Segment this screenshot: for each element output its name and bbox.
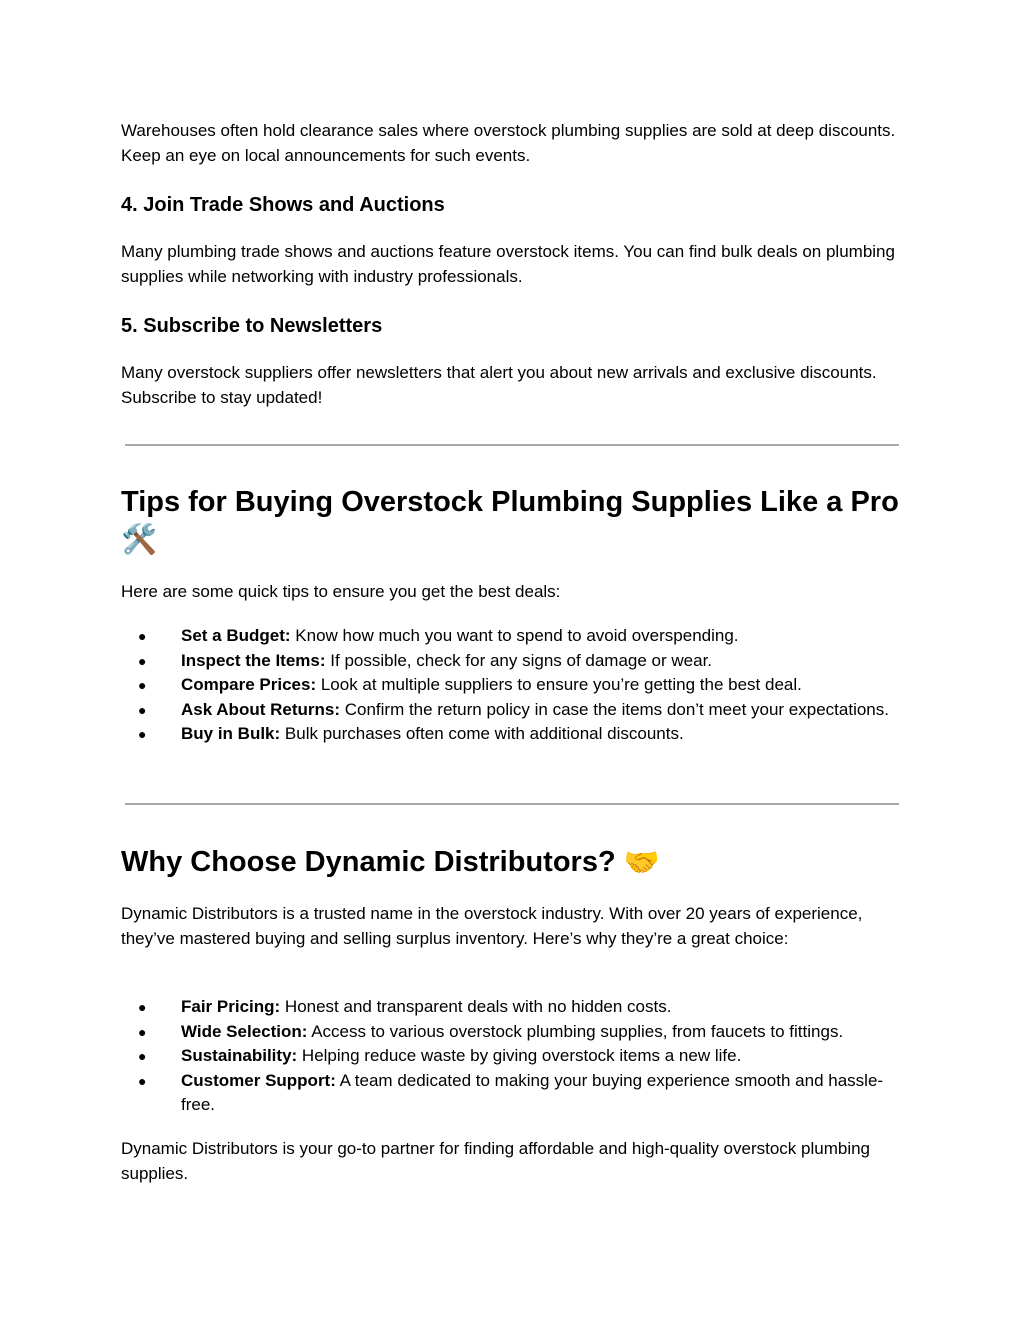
list-item — [121, 1069, 901, 1118]
list-item-text: Access to various overstock plumbing supplies, from faucets to fittings. — [307, 1021, 844, 1041]
list-item-label: Set a Budget: — [181, 626, 291, 645]
tools-icon: 🛠️ — [121, 524, 158, 556]
divider-1 — [125, 444, 899, 446]
list-item-text: Honest and transparent deals with no hidden costs. — [280, 997, 672, 1016]
why-list — [121, 995, 901, 1118]
bullet-icon: ● — [138, 1048, 147, 1064]
why-heading — [121, 845, 901, 880]
tips-list — [121, 624, 901, 747]
divider-2 — [125, 803, 899, 805]
list-item-label: Buy in Bulk: — [181, 724, 281, 743]
list-item-label: Inspect the Items: — [181, 650, 326, 670]
bullet-icon: ● — [138, 652, 147, 669]
section-4-paragraph: Many plumbing trade shows and auctions feature overstock items. You can find bulk deals on plumbing supplies while networking with industry professionals. — [121, 242, 895, 286]
why-intro: Dynamic Distributors is a trusted name in the overstock industry. With over 20 years of experience, they’ve mastered buying and selling surplus inventory. Here’s why they’re a great choice: — [121, 904, 863, 948]
list-item-text: Know how much you want to spend to avoid overspending. — [290, 626, 739, 645]
bullet-icon: ● — [138, 726, 147, 742]
list-item — [121, 673, 901, 698]
list-item — [121, 722, 901, 747]
list-item-text: Look at multiple suppliers to ensure you’re getting the best deal. — [316, 675, 802, 694]
tips-intro: Here are some quick tips to ensure you get the best deals: — [121, 582, 561, 601]
list-item-text: Confirm the return policy in case the items don’t meet your expectations. — [340, 699, 889, 719]
why-closing: Dynamic Distributors is your go-to partner for finding affordable and high-quality overstock plumbing supplies. — [121, 1139, 871, 1183]
bullet-icon: ● — [138, 701, 147, 718]
list-item-text: If possible, check for any signs of damage or wear. — [325, 650, 713, 670]
list-item-text: Bulk purchases often come with additional discounts. — [280, 724, 684, 743]
why-heading-text: Why Choose Dynamic Distributors? — [121, 846, 616, 878]
section-5-paragraph: Many overstock suppliers offer newsletters that alert you about new arrivals and exclusive discounts. Subscribe to stay updated! — [121, 363, 877, 407]
list-item-label: Wide Selection: — [181, 1021, 308, 1041]
list-item — [121, 698, 901, 723]
tips-heading — [121, 485, 901, 557]
bullet-icon: ● — [138, 999, 147, 1015]
bullet-icon: ● — [138, 1072, 147, 1089]
list-item-label: Customer Support: — [181, 1070, 336, 1090]
tips-heading-text: Tips for Buying Overstock Plumbing Supplies Like a Pro — [121, 486, 899, 518]
list-item-label: Ask About Returns: — [181, 699, 340, 719]
list-item-text: Helping reduce waste by giving overstock items a new life. — [297, 1046, 742, 1065]
list-item — [121, 1020, 901, 1045]
list-item — [121, 624, 901, 649]
handshake-icon: 🤝 — [623, 847, 660, 880]
section-4-heading: 4. Join Trade Shows and Auctions — [121, 194, 445, 216]
section-5-heading: 5. Subscribe to Newsletters — [121, 315, 383, 337]
list-item-text: A team dedicated to making your buying experience smooth and hassle-free. — [181, 1070, 884, 1114]
list-item-label: Compare Prices: — [181, 675, 317, 694]
list-item — [121, 649, 901, 674]
bullet-icon: ● — [138, 1023, 147, 1040]
list-item — [121, 1044, 901, 1069]
bullet-icon: ● — [138, 628, 147, 644]
list-item-label: Sustainability: — [181, 1046, 298, 1065]
bullet-icon: ● — [138, 677, 147, 693]
list-item-label: Fair Pricing: — [181, 997, 281, 1016]
list-item — [121, 995, 901, 1020]
intro-paragraph: Warehouses often hold clearance sales where overstock plumbing supplies are sold at deep discounts. Keep an eye on local announcements for such events. — [121, 121, 896, 165]
